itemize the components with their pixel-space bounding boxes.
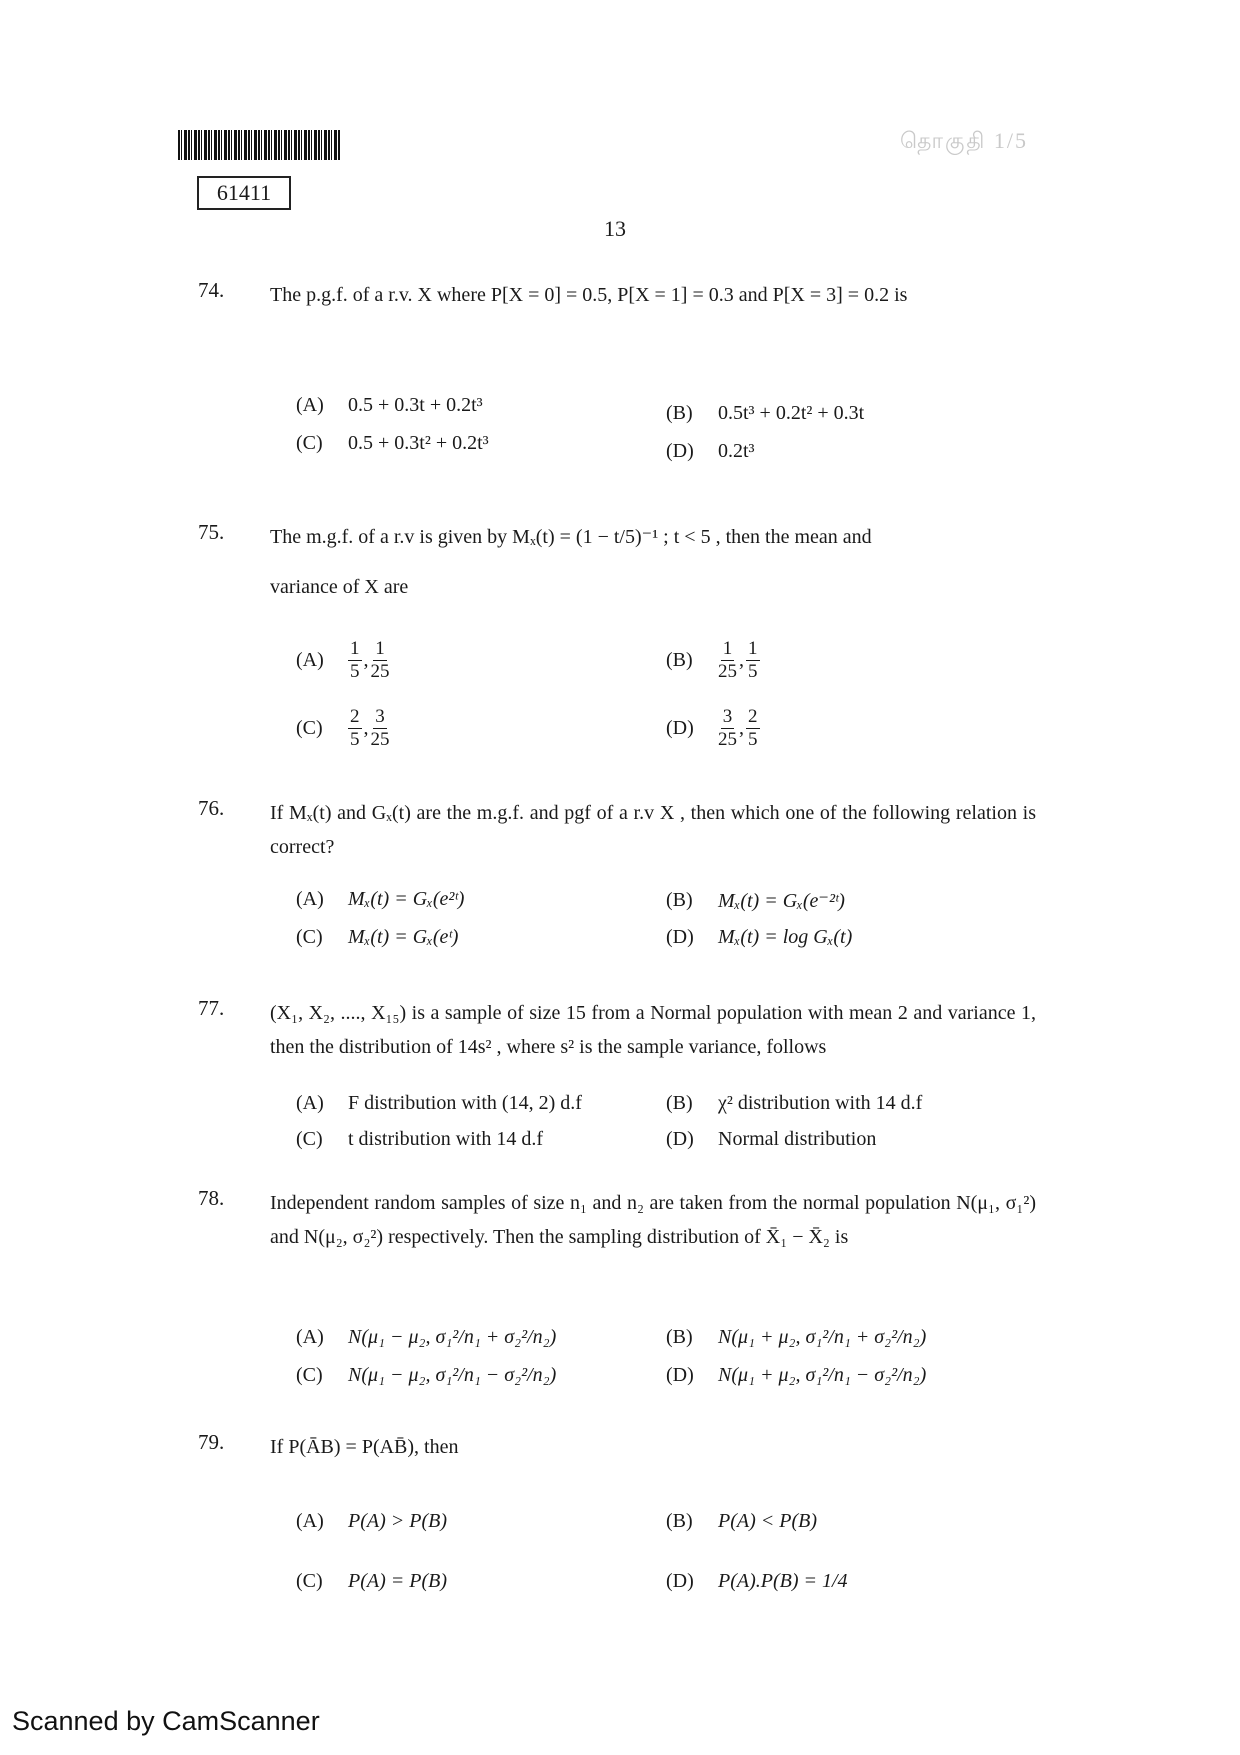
option-text: Mₓ(t) = Gₓ(eᵗ) [348,926,459,948]
option-text: N(μ₁ − μ₂, σ₁²/n₁ + σ₂²/n₂) [348,1326,557,1348]
fraction [746,638,760,683]
option-d[interactable] [666,1128,876,1151]
option-label: (D) [666,926,694,948]
option-a[interactable] [296,888,464,911]
option-text: F distribution with (14, 2) d.f [348,1092,582,1114]
option-text: Mₓ(t) = log Gₓ(t) [718,926,853,948]
option-label: (C) [296,1128,323,1150]
option-label: (A) [296,1326,324,1348]
question-number: 75. [198,520,225,544]
fraction-pair: $\frac{1}{5}$ , $\frac{1}{25}$ [350,638,390,682]
option-label: (A) [296,1510,324,1532]
question-text: The m.g.f. of a r.v is given by Mₓ(t) = (1 − t/5)⁻¹ ; t < 5 , then the mean and [270,526,872,548]
question-text: Independent random samples of size n₁ and n₂ are taken from the normal population N(μ₁, σ₁²) and N(μ₂, σ₂²) respectively. Then the sampling distribution of X̄₁ − X̄₂ is [270,1192,1036,1248]
option-b[interactable] [666,402,864,425]
option-label: (D) [666,717,694,739]
option-label: (C) [296,432,323,454]
numerator: 1 [722,638,733,659]
fraction [371,706,390,751]
option-text: Normal distribution [718,1128,877,1150]
option-label: (D) [666,1570,694,1592]
scanner-watermark: Scanned by CamScanner [12,1706,320,1736]
option-text: 0.2t³ [718,440,755,462]
option-text: Mₓ(t) = Gₓ(e⁻²ᵗ) [718,890,845,912]
option-label: (A) [296,394,324,416]
option-text: Mₓ(t) = Gₓ(e²ᵗ) [348,888,465,910]
question-number: 76. [198,796,225,820]
option-d[interactable] [666,926,852,949]
option-d[interactable] [666,1570,848,1593]
denominator: 25 [370,661,390,682]
option-c[interactable] [296,926,458,949]
fraction [348,706,362,751]
numerator: 2 [748,706,758,727]
option-label: (B) [666,1092,693,1114]
option-label: (C) [296,717,323,739]
option-text: N(μ₁ − μ₂, σ₁²/n₁ − σ₂²/n₂) [348,1364,557,1386]
option-label: (B) [666,889,693,911]
barcode [178,130,340,160]
option-label: (C) [296,1364,323,1386]
numerator: 3 [722,706,733,727]
option-d[interactable] [666,706,760,751]
option-label: (D) [666,1128,694,1150]
option-text: 0.5 + 0.3t² + 0.2t³ [348,432,489,454]
option-d[interactable] [666,1364,926,1387]
option-label: (A) [296,1092,324,1114]
question-number: 77. [198,996,225,1020]
question-number: 79. [198,1430,225,1454]
numerator: 2 [350,706,360,727]
option-label: (B) [666,649,693,671]
fraction [746,706,760,751]
page-number: 13 [604,216,626,241]
question-text: If P(ĀB) = P(AB̄), then [270,1436,459,1458]
option-a[interactable] [296,394,483,417]
option-label: (B) [666,1510,693,1532]
option-a[interactable] [296,1510,447,1533]
fraction-pair: $\frac{2}{5}$ , $\frac{3}{25}$ [350,706,390,750]
option-text: P(A) > P(B) [348,1510,448,1532]
numerator: 1 [748,638,758,659]
fraction [718,638,737,683]
option-label: (C) [296,926,323,948]
fraction [371,638,390,683]
option-text: N(μ₁ + μ₂, σ₁²/n₁ + σ₂²/n₂) [718,1326,927,1348]
option-label: (D) [666,1364,694,1386]
option-text: 0.5 + 0.3t + 0.2t³ [348,394,483,416]
option-b[interactable] [666,1326,926,1349]
faint-stamp: தொகுதி 1/5 [900,128,1029,153]
question-text: If Mₓ(t) and Gₓ(t) are the m.g.f. and pgf of a r.v X , then which one of the following relation is correct? [270,802,1036,858]
denominator: 5 [350,729,360,750]
option-label: (B) [666,402,693,424]
denominator: 5 [748,729,758,750]
option-label: (B) [666,1326,693,1348]
denominator: 5 [748,661,758,682]
option-c[interactable] [296,432,489,455]
option-text: P(A).P(B) = 1/4 [718,1570,848,1592]
option-text: P(A) < P(B) [718,1510,818,1532]
option-text: 0.5t³ + 0.2t² + 0.3t [718,402,865,424]
question-number: 74. [198,278,225,302]
denominator: 25 [718,729,737,750]
option-b[interactable] [666,638,760,683]
option-text: t distribution with 14 d.f [348,1128,543,1150]
numerator: 3 [375,706,385,727]
option-label: (A) [296,888,324,910]
option-label: (D) [666,440,694,462]
paper-code: 61411 [197,176,291,210]
question-number: 78. [198,1186,225,1210]
option-b[interactable] [666,1092,922,1115]
fraction-pair: $\frac{3}{25}$ , $\frac{2}{5}$ [718,706,758,750]
option-label: (C) [296,1570,323,1592]
option-b[interactable] [666,888,845,913]
fraction [718,706,737,751]
denominator: 25 [718,661,737,682]
option-text: χ² distribution with 14 d.f [718,1092,923,1114]
option-b[interactable] [666,1510,817,1533]
question-text-continued: variance of X are [270,576,409,598]
denominator: 5 [350,661,360,682]
option-label: (A) [296,649,324,671]
option-text: N(μ₁ + μ₂, σ₁²/n₁ − σ₂²/n₂) [718,1364,927,1386]
option-c[interactable] [296,1128,543,1151]
option-a[interactable] [296,1092,582,1115]
denominator: 25 [370,729,390,750]
option-c[interactable] [296,1570,447,1593]
question-text: The p.g.f. of a r.v. X where P[X = 0] = 0.5, P[X = 1] = 0.3 and P[X = 3] = 0.2 is [270,284,908,306]
fraction [348,638,362,683]
fraction-pair: $\frac{1}{25}$ , $\frac{1}{5}$ [718,638,758,682]
option-a[interactable] [296,638,390,683]
option-c[interactable] [296,1364,556,1387]
option-d[interactable] [666,440,755,463]
numerator: 1 [350,638,360,659]
numerator: 1 [375,638,385,659]
option-c[interactable] [296,706,390,751]
option-text: P(A) = P(B) [348,1570,448,1592]
option-a[interactable] [296,1326,556,1349]
question-text: (X₁, X₂, ...., X₁₅) is a sample of size 15 from a Normal population with mean 2 and variance 1, then the distribution of 14s² , where s² is the sample variance, follows [270,1002,1036,1058]
